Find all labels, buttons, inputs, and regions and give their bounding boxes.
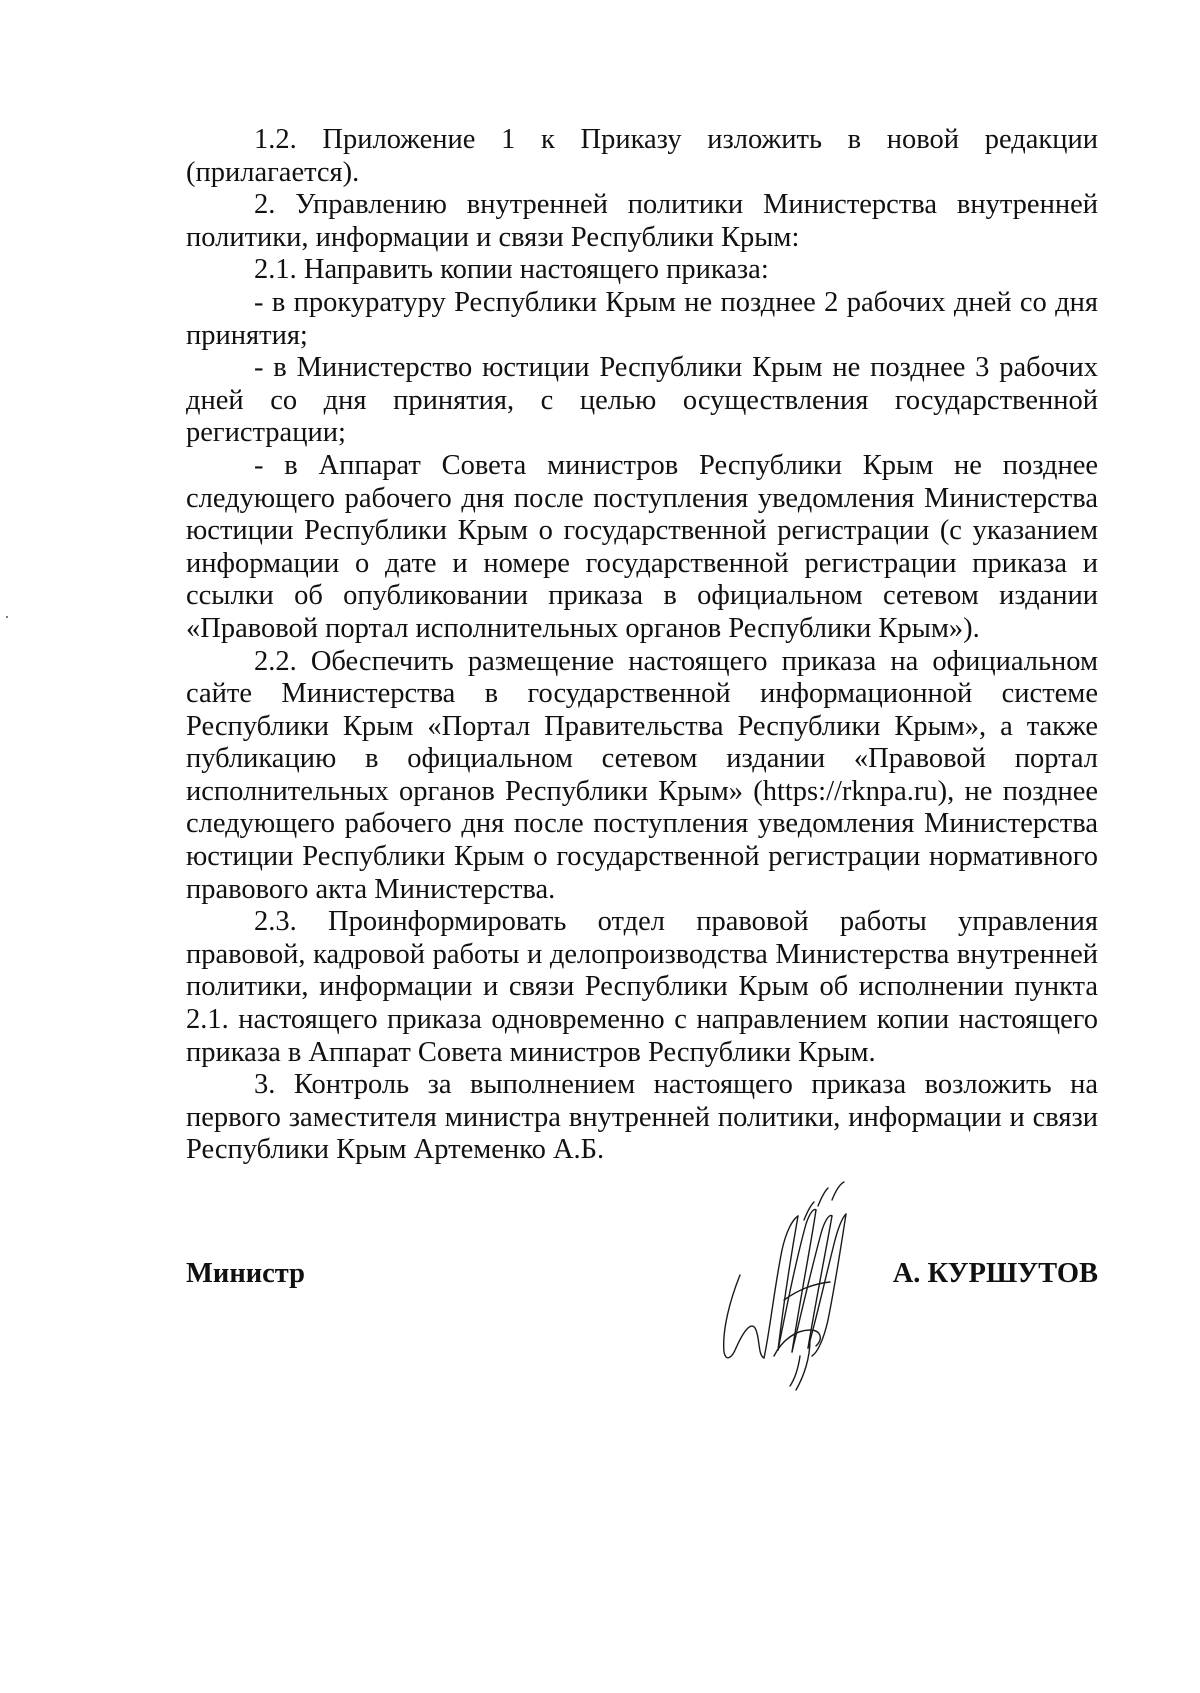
paragraph-2-1-prosecutor: - в прокуратуру Республики Крым не позднее 2 рабочих дней со дня принятия; <box>186 286 1098 351</box>
handwritten-signature-icon <box>712 1180 872 1395</box>
paragraph-2-1-council: - в Аппарат Совета министров Республики Крым не позднее следующего рабочего дня после поступления уведомления Министерства юстиции Республики Крым о государственной регистрации (с указанием информации о дате и номере государственной регистрации приказа и ссылки об опубликовании приказа в официальном сетевом издании «Правовой портал исполнительных органов Республики Крым»). <box>186 449 1098 644</box>
document-body <box>186 124 1098 1167</box>
paragraph-1-2: 1.2. Приложение 1 к Приказу изложить в новой редакции (прилагается). <box>186 124 1098 188</box>
signatory-position: Министр <box>186 1258 306 1289</box>
signature-block <box>186 1258 1098 1298</box>
paragraph-2: 2. Управлению внутренней политики Министерства внутренней политики, информации и связи Республики Крым: <box>186 189 1098 253</box>
signatory-name: А. КУРШУТОВ <box>892 1258 1098 1289</box>
scan-artifact-dot <box>6 616 8 618</box>
paragraph-2-1: 2.1. Направить копии настоящего приказа: <box>254 254 769 286</box>
paragraph-2-1-justice: - в Министерство юстиции Республики Крым не позднее 3 рабочих дней со дня принятия, с целью осуществления государственной регистрации; <box>186 352 1098 449</box>
paragraph-2-3: 2.3. Проинформировать отдел правовой работы управления правовой, кадровой работы и делопроизводства Министерства внутренней политики, информации и связи Республики Крым об исполнении пункта 2.1. настоящего приказа одновременно с направлением копии настоящего приказа в Аппарат Совета министров Республики Крым. <box>186 906 1098 1068</box>
paragraph-3: 3. Контроль за выполнением настоящего приказа возложить на первого заместителя министра внутренней политики, информации и связи Республики Крым Артеменко А.Б. <box>186 1069 1098 1166</box>
paragraph-2-2: 2.2. Обеспечить размещение настоящего приказа на официальном сайте Министерства в государственной информационной системе Республики Крым «Портал Правительства Республики Крым», а также публикацию в официальном сетевом издании «Правовой портал исполнительных органов Республики Крым» (https://rknpa.ru), не позднее следующего рабочего дня после поступления уведомления Министерства юстиции Республики Крым о государственной регистрации нормативного правового акта Министерства. <box>186 645 1098 905</box>
